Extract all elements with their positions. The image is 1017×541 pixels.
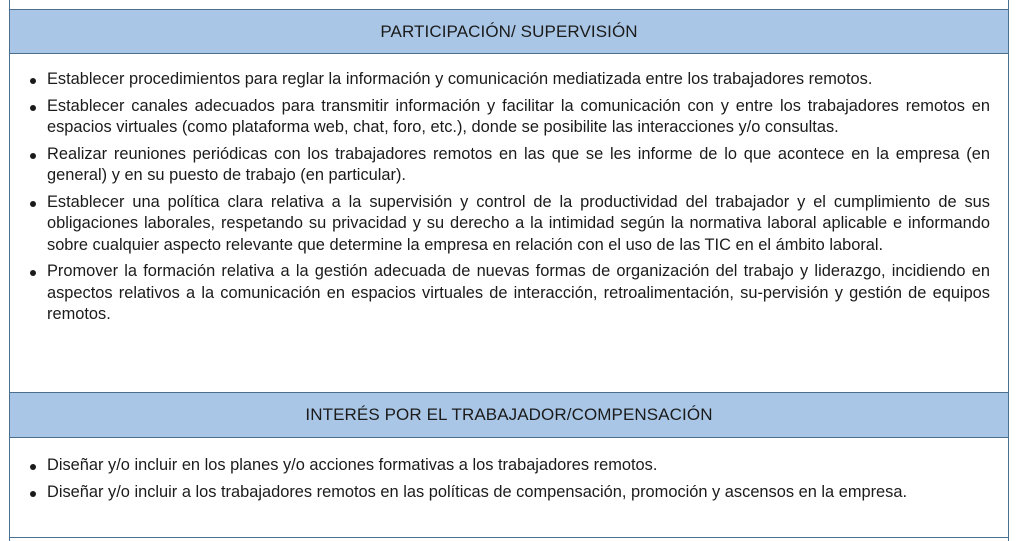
section-header-interes-compensacion: INTERÉS POR EL TRABAJADOR/COMPENSACIÓN xyxy=(10,392,1008,438)
bullet-icon xyxy=(30,201,36,207)
document-table xyxy=(9,0,1009,541)
list-item-text: Diseñar y/o incluir a los trabajadores remotos en las políticas de compensación, promoción y ascensos en la empresa. xyxy=(47,482,908,501)
section-header-participacion-supervision: PARTICIPACIÓN/ SUPERVISIÓN xyxy=(10,9,1008,54)
bullet-list-interes-compensacion xyxy=(10,455,1008,508)
list-item xyxy=(10,96,1008,139)
list-item xyxy=(10,455,1008,477)
bullet-icon xyxy=(30,153,36,159)
list-item xyxy=(10,261,1008,326)
list-item-text: Establecer una política clara relativa a la supervisión y control de la productividad del trabajador y el cumplimiento de sus obligaciones laborales, respetando su privacidad y su derecho a la intimidad según la normativa laboral aplicable e informando sobre cualquier aspecto relevante que determine la empresa en relación con el uso de las TIC en el ámbito laboral. xyxy=(47,192,990,254)
bullet-icon xyxy=(30,105,36,111)
bullet-list-participacion-supervision xyxy=(10,69,1008,331)
table-bottom-border xyxy=(10,537,1008,538)
bullet-icon xyxy=(30,270,36,276)
list-item xyxy=(10,144,1008,187)
list-item-text: Realizar reuniones periódicas con los trabajadores remotos en las que se les informe de lo que acontece en la empresa (en general) y en su puesto de trabajo (en particular). xyxy=(47,144,990,184)
list-item-text: Promover la formación relativa a la gestión adecuada de nuevas formas de organización del trabajo y liderazgo, incidiendo en aspectos relativos a la comunicación en espacios virtuales de interacción, retroalimentación, su-pervisión y gestión de equipos remotos. xyxy=(47,262,990,323)
list-item xyxy=(10,69,1008,91)
bullet-icon xyxy=(30,491,36,497)
bullet-icon xyxy=(30,464,36,470)
list-item-text: Diseñar y/o incluir en los planes y/o acciones formativas a los trabajadores remotos. xyxy=(47,456,658,474)
bullet-icon xyxy=(30,78,36,84)
list-item-text: Establecer canales adecuados para transmitir información y facilitar la comunicación con y entre los trabajadores remotos en espacios virtuales (como plataforma web, chat, foro, etc.), donde se posibilite las interacciones y/o consultas. xyxy=(47,96,990,136)
list-item xyxy=(10,192,1008,257)
list-item xyxy=(10,482,1008,504)
list-item-text: Establecer procedimientos para reglar la información y comunicación mediatizada entre los trabajadores remotos. xyxy=(47,70,873,88)
